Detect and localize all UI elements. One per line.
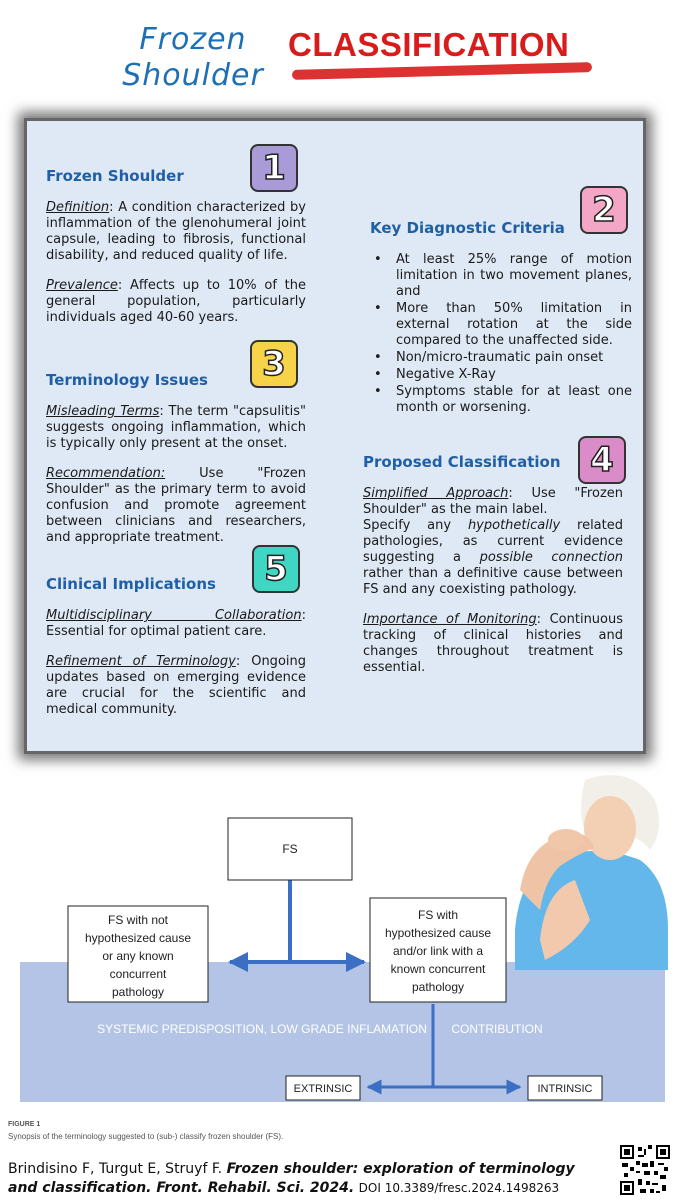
collaboration-label: Multidisciplinary Collaboration [46,608,302,623]
section-terminology [46,372,306,560]
specify-paragraph [363,518,623,598]
section-frozen-shoulder [46,168,306,340]
right-box-line: FS with [417,908,459,922]
specify-text: rather than a definitive cause between FS and any coexisting pathology. [363,566,623,597]
right-box-line: pathology [411,980,465,994]
monitoring-paragraph [363,612,623,676]
specify-italic: hypothetically [467,518,561,533]
list-item: • Non/micro-traumatic pain onset [370,350,632,366]
right-box-line: and/or link with a [392,944,484,958]
recommendation-text: Use "Frozen Shoulder" as the primary term to avoid confusion and promote agreement between clinicians and researchers, and appropriate treatment. [46,466,306,545]
section-proposed-classification [363,454,623,690]
classification-diagram [0,770,674,1115]
citation-title: Frozen shoulder: exploration of terminology and classification. Front. Rehabil. Sci. 2024. [8,1161,575,1196]
section-heading: Clinical Implications [46,575,216,593]
left-box-line: concurrent [109,967,167,981]
poster-title [98,22,288,94]
criteria-list [370,252,632,416]
definition-paragraph [46,200,306,264]
refinement-paragraph [46,654,306,718]
specify-text: Specify any [363,518,468,533]
prevalence-text: : Affects up to 10% of the general population, particularly individuals aged 40-60 years. [46,278,306,325]
band-left-label: SYSTEMIC PREDISPOSITION, LOW GRADE INFLAMATION [97,1022,427,1036]
title-line-1: Frozen [139,22,247,57]
section-heading: Key Diagnostic Criteria [370,219,565,237]
list-item: • Negative X-Ray [370,367,632,383]
left-box-line: or any known [102,949,174,963]
refinement-text: : Ongoing updates based on emerging evidence are crucial for the scientific and medical community. [46,654,306,717]
number-badge-1: 1 [250,144,298,192]
left-box-line: hypothesized cause [84,931,192,945]
simplified-label: Simplified Approach [363,486,509,501]
section-heading: Frozen Shoulder [46,167,184,185]
fs-label: FS [282,842,298,856]
simplified-text: : Use "Frozen Shoulder" as the main label. [363,486,623,517]
section-heading: Proposed Classification [363,453,561,471]
misleading-paragraph [46,404,306,452]
misleading-text: : The term "capsulitis" suggests ongoing inflammation, which is typically only present at the onset. [46,404,307,451]
left-box-line: pathology [111,985,165,999]
prevalence-paragraph [46,278,306,326]
woman-shoulder-pain-illustration [515,775,668,970]
citation-authors: Brindisino F, Turgut E, Struyf F. [8,1161,223,1177]
left-box-line: FS with not [107,913,169,927]
recommendation-label: Recommendation: [46,466,166,481]
extrinsic-label: EXTRINSIC [293,1083,353,1095]
misleading-label: Misleading Terms [46,404,160,419]
section-key-criteria [370,220,632,417]
definition-text: : A condition characterized by inflammation of the glenohumeral joint capsule, leading to fibrosis, functional disability, and reduced quality of life. [46,200,306,263]
definition-label: Definition [46,200,110,215]
right-box-line: known concurrent [390,962,486,976]
specify-text: related pathologies, as current evidence suggesting a [363,518,624,565]
refinement-label: Refinement of Terminology [46,654,236,669]
collaboration-paragraph [46,608,306,640]
monitoring-text: : Continuous tracking of clinical histories and changes throughout treatment is essential. [363,612,624,675]
intrinsic-label: INTRINSIC [537,1083,593,1095]
section-clinical-implications [46,576,306,732]
list-item: • At least 25% range of motion limitation in two movement planes, and [370,252,632,300]
citation-doi: DOI 10.3389/fresc.2024.1498263 [358,1181,560,1195]
list-item: • More than 50% limitation in external rotation at the side compared to the unaffected side. [370,301,632,349]
recommendation-paragraph [46,466,306,546]
band-right-label: CONTRIBUTION [451,1022,543,1036]
specify-italic: possible connection [479,550,624,565]
number-badge-4: 4 [578,436,626,484]
simplified-paragraph [363,486,623,518]
number-badge-5: 5 [252,545,300,593]
monitoring-label: Importance of Monitoring [363,612,537,627]
citation [8,1160,608,1198]
prevalence-label: Prevalence [46,278,118,293]
title-line-2: Shoulder [122,58,264,93]
collaboration-text: : Essential for optimal patient care. [46,608,306,639]
section-heading: Terminology Issues [46,371,208,389]
figure-caption: Synopsis of the terminology suggested to (sub-) classify frozen shoulder (FS). [8,1132,284,1141]
list-item: • Symptoms stable for at least one month or worsening. [370,384,632,416]
right-box-line: hypothesized cause [384,926,492,940]
figure-label: FIGURE 1 [8,1121,41,1128]
qr-code-icon[interactable] [620,1145,670,1195]
number-badge-2: 2 [580,186,628,234]
underline-brush-stroke [292,62,592,80]
poster-subtitle: CLASSIFICATION [288,26,570,63]
number-badge-3: 3 [250,340,298,388]
